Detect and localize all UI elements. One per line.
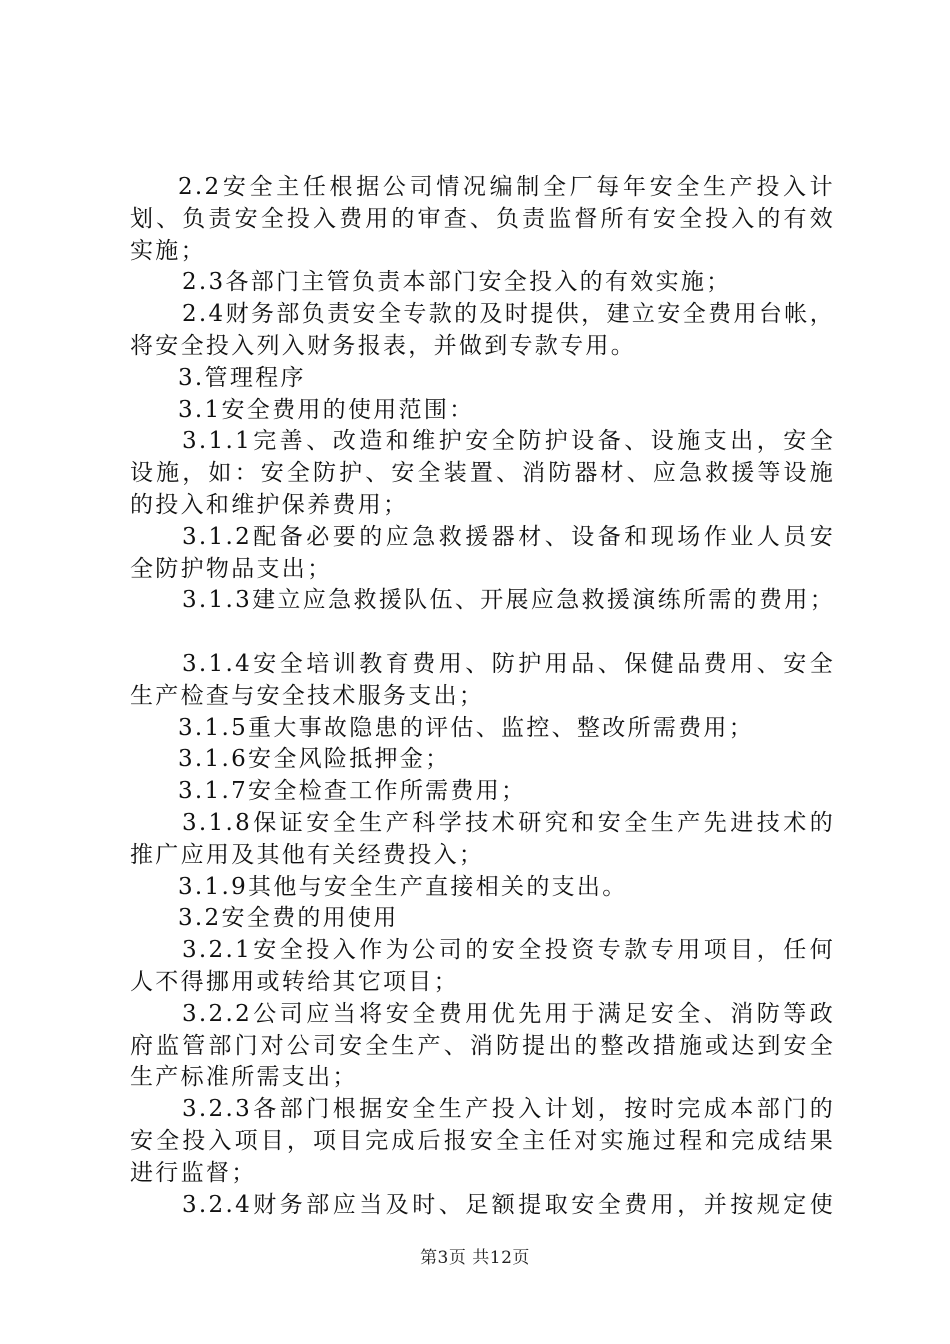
text-line: 3.1.2配备必要的应急救援器材、设备和现场作业人员安 bbox=[182, 523, 835, 550]
text-line: 推广应用及其他有关经费投入； bbox=[130, 841, 485, 868]
text-line: 人不得挪用或转给其它项目； bbox=[130, 968, 459, 995]
page-footer: 第3页 共12页 bbox=[420, 1248, 530, 1268]
text-line: 3.管理程序 bbox=[178, 364, 306, 391]
text-line: 2.3各部门主管负责本部门安全投入的有效实施； bbox=[182, 269, 732, 296]
text-line: 生产标准所需支出； bbox=[130, 1064, 358, 1091]
text-line: 3.1.8保证安全生产科学技术研究和安全生产先进技术的 bbox=[182, 809, 835, 836]
text-line: 全防护物品支出； bbox=[130, 555, 333, 582]
text-line: 将安全投入列入财务报表，并做到专款专用。 bbox=[130, 332, 636, 359]
text-line: 3.2安全费的用使用 bbox=[178, 905, 399, 932]
text-line: 安全投入项目，项目完成后报安全主任对实施过程和完成结果 bbox=[130, 1127, 835, 1154]
text-line: 3.2.3各部门根据安全生产投入计划，按时完成本部门的 bbox=[182, 1096, 835, 1123]
text-line: 设施，如：安全防护、安全装置、消防器材、应急救援等设施 bbox=[130, 460, 835, 487]
text-line: 3.1.5重大事故隐患的评估、监控、整改所需费用； bbox=[178, 714, 755, 741]
text-line: 进行监督； bbox=[130, 1159, 257, 1186]
text-line: 2.2安全主任根据公司情况编制全厂每年安全生产投入计 bbox=[178, 174, 835, 200]
document-body bbox=[130, 172, 835, 1221]
text-line: 3.1.7安全检查工作所需费用； bbox=[178, 778, 527, 805]
text-line: 3.1.9其他与安全生产直接相关的支出。 bbox=[178, 873, 628, 900]
blank-line bbox=[130, 617, 835, 649]
text-line: 实施； bbox=[130, 237, 206, 264]
text-line: 3.2.1安全投入作为公司的安全投资专款专用项目，任何 bbox=[182, 937, 835, 964]
text-line: 的投入和维护保养费用； bbox=[130, 491, 409, 518]
text-line: 3.2.2公司应当将安全费用优先用于满足安全、消防等政 bbox=[182, 1000, 835, 1027]
text-line: 生产检查与安全技术服务支出； bbox=[130, 682, 485, 709]
text-line: 3.2.4财务部应当及时、足额提取安全费用，并按规定使 bbox=[182, 1191, 835, 1218]
text-line: 3.1.4安全培训教育费用、防护用品、保健品费用、安全 bbox=[182, 650, 835, 677]
text-line: 府监管部门对公司安全生产、消防提出的整改措施或达到安全 bbox=[130, 1032, 835, 1059]
text-line: 3.1.1完善、改造和维护安全防护设备、设施支出，安全 bbox=[182, 428, 835, 455]
text-line: 3.1安全费用的使用范围： bbox=[178, 396, 475, 423]
text-line: 3.1.3建立应急救援队伍、开展应急救援演练所需的费用； bbox=[182, 587, 835, 614]
text-line: 2.4财务部负责安全专款的及时提供，建立安全费用台帐， bbox=[182, 301, 835, 328]
text-line: 划、负责安全投入费用的审查、负责监督所有安全投入的有效 bbox=[130, 205, 835, 232]
text-line: 3.1.6安全风险抵押金； bbox=[178, 746, 451, 773]
